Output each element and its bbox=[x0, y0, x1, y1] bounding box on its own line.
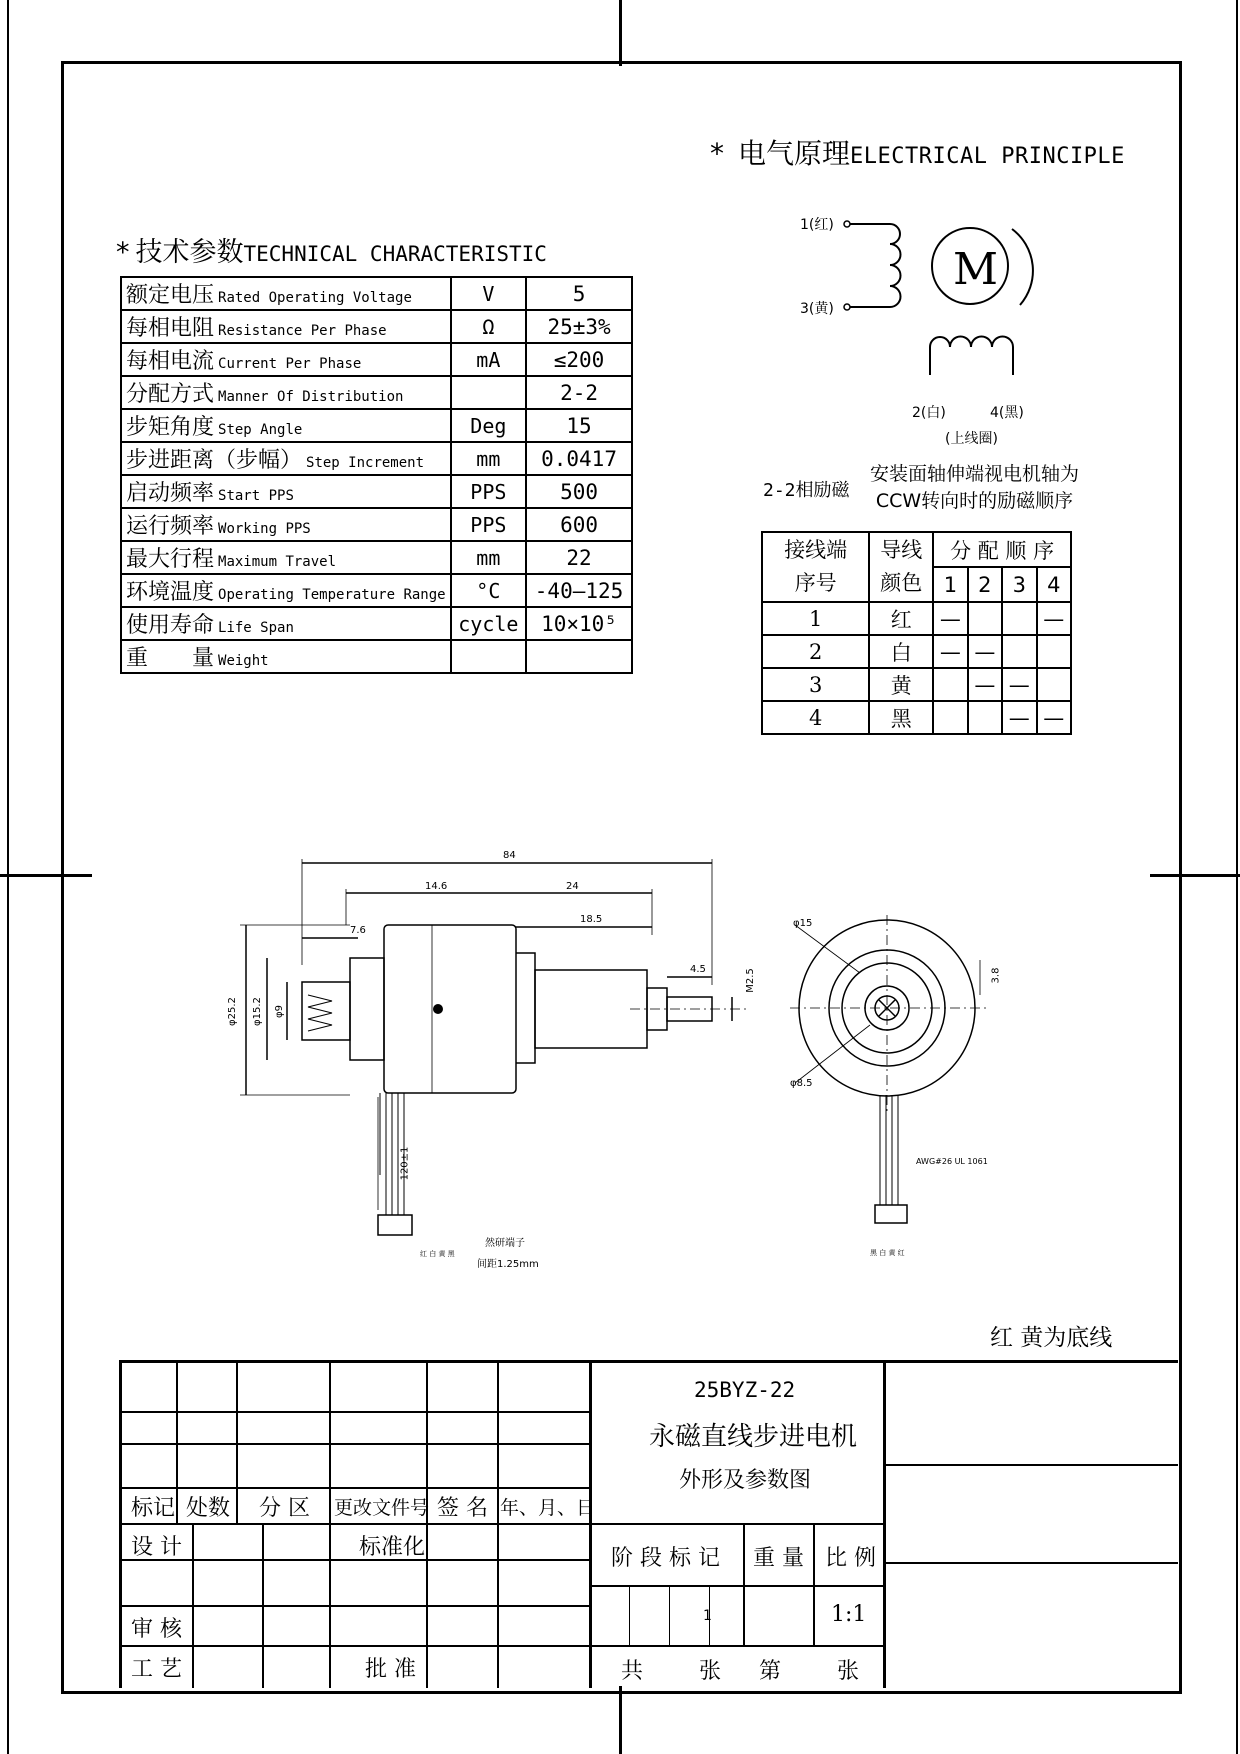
tb-sheets: 张 bbox=[699, 1659, 722, 1684]
spec-param-en: Working PPS bbox=[218, 521, 311, 537]
wire-2-label: 2(白) bbox=[912, 405, 946, 421]
front-connector bbox=[875, 1205, 907, 1223]
spec-unit: V bbox=[451, 277, 527, 310]
left-coil bbox=[850, 224, 901, 307]
spec-param-en: Current Per Phase bbox=[218, 356, 362, 372]
seq-no: 1 bbox=[762, 602, 869, 635]
spec-row bbox=[121, 640, 632, 673]
seq-mark: — bbox=[933, 635, 967, 668]
spec-value bbox=[526, 640, 632, 673]
tb-subtitle: 外形及参数图 bbox=[679, 1468, 812, 1493]
mount-note-line1: 安装面轴伸端视电机轴为 bbox=[870, 463, 1080, 485]
spec-row bbox=[121, 310, 632, 343]
dim-120: 120±1 bbox=[399, 1146, 411, 1181]
spec-row bbox=[121, 343, 632, 376]
tb-stage: 阶 段 标 记 bbox=[611, 1546, 720, 1571]
spec-param bbox=[121, 541, 451, 574]
spec-unit: °C bbox=[451, 574, 527, 607]
title-block bbox=[119, 1360, 1178, 1688]
tb-standard: 标准化 bbox=[359, 1535, 426, 1560]
seq-row bbox=[762, 635, 1071, 668]
spec-param-cn: 每相电流 bbox=[126, 349, 215, 374]
rear-housing bbox=[350, 958, 384, 1060]
spec-table bbox=[120, 276, 633, 674]
spec-param bbox=[121, 442, 451, 475]
spec-row bbox=[121, 442, 632, 475]
spec-param-en: Step Angle bbox=[218, 422, 303, 438]
seq-step: 3 bbox=[1002, 567, 1036, 602]
seq-color: 白 bbox=[869, 635, 933, 668]
seq-row bbox=[762, 602, 1071, 635]
motor-symbol: M bbox=[953, 244, 999, 295]
spec-value: 10×10⁵ bbox=[526, 607, 632, 640]
dim-18-5: 18.5 bbox=[580, 914, 603, 925]
spec-param-en: Operating Temperature Range bbox=[218, 587, 446, 603]
spec-param bbox=[121, 574, 451, 607]
spec-param-en: Resistance Per Phase bbox=[218, 323, 387, 339]
seq-row bbox=[762, 668, 1071, 701]
dim-4-5: 4.5 bbox=[690, 964, 706, 975]
spec-param bbox=[121, 343, 451, 376]
spec-row bbox=[121, 376, 632, 409]
spec-param-cn: 环境温度 bbox=[126, 580, 215, 605]
seq-no: 2 bbox=[762, 635, 869, 668]
spec-param bbox=[121, 607, 451, 640]
motor-body bbox=[384, 925, 516, 1093]
spec-unit: mm bbox=[451, 442, 527, 475]
tb-approve: 批 准 bbox=[365, 1657, 416, 1682]
spec-row bbox=[121, 409, 632, 442]
seq-color: 红 bbox=[869, 602, 933, 635]
spec-value: 25±3% bbox=[526, 310, 632, 343]
spec-row bbox=[121, 607, 632, 640]
seq-mark: — bbox=[968, 668, 1002, 701]
terminal-label: 然研端子 bbox=[485, 1238, 525, 1249]
dim-phi9: φ9 bbox=[273, 1005, 285, 1018]
bottom-note: 红 黄为底线 bbox=[990, 1325, 1113, 1351]
seq-mark bbox=[1002, 635, 1036, 668]
dim-m2-5: M2.5 bbox=[744, 968, 756, 993]
wire-colors-left: 红 白 黄 黑 bbox=[420, 1250, 455, 1258]
spec-param-en: Rated Operating Voltage bbox=[218, 290, 412, 306]
spec-unit: mm bbox=[451, 541, 527, 574]
spec-unit: mA bbox=[451, 343, 527, 376]
spec-value: 0.0417 bbox=[526, 442, 632, 475]
spec-param-cn: 重 量 bbox=[126, 646, 215, 671]
electrical-title-cn: 电气原理 bbox=[738, 137, 851, 170]
seq-mark bbox=[1037, 635, 1072, 668]
seq-step: 2 bbox=[968, 567, 1002, 602]
outer-left-border bbox=[7, 0, 9, 1754]
seq-mark bbox=[933, 701, 967, 734]
seq-mark: — bbox=[933, 602, 967, 635]
spec-param-en: Weight bbox=[218, 653, 269, 669]
spec-unit bbox=[451, 640, 527, 673]
tb-model: 25BYZ-22 bbox=[694, 1378, 796, 1402]
technical-title: * 技术参数TECHNICAL CHARACTERISTIC bbox=[116, 237, 547, 268]
dim-14-6: 14.6 bbox=[425, 881, 448, 892]
tb-sheet: 张 bbox=[837, 1659, 860, 1684]
seq-mark bbox=[968, 602, 1002, 635]
wire-colors-right: 黑 白 黄 红 bbox=[870, 1249, 905, 1257]
front-lead-wires bbox=[880, 1095, 898, 1205]
seq-mark bbox=[933, 668, 967, 701]
tb-scale-val: 1:1 bbox=[831, 1602, 867, 1627]
spec-param-cn: 最大行程 bbox=[126, 547, 215, 572]
spec-value: 15 bbox=[526, 409, 632, 442]
wire-1-label: 1(红) bbox=[800, 217, 834, 233]
spec-unit: cycle bbox=[451, 607, 527, 640]
rotation-arc bbox=[1012, 229, 1033, 305]
spec-param bbox=[121, 277, 451, 310]
side-view-drawing bbox=[210, 845, 770, 1285]
spec-row bbox=[121, 508, 632, 541]
spec-param bbox=[121, 475, 451, 508]
spec-param-cn: 分配方式 bbox=[126, 382, 215, 407]
dim-phi25-2: φ25.2 bbox=[226, 997, 238, 1026]
front-flange bbox=[516, 953, 535, 1063]
wire-3-label: 3(黄) bbox=[800, 301, 834, 317]
outer-right-border bbox=[1236, 0, 1238, 1754]
seq-row bbox=[762, 701, 1071, 734]
seq-mark bbox=[1037, 668, 1072, 701]
dim-24: 24 bbox=[566, 881, 579, 892]
tb-total: 共 bbox=[621, 1659, 644, 1684]
spec-param-en: Manner Of Distribution bbox=[218, 389, 404, 405]
upper-coil bbox=[930, 337, 1013, 376]
spec-param bbox=[121, 409, 451, 442]
wire-4-label: 4(黑) bbox=[990, 405, 1024, 421]
seq-mark bbox=[968, 701, 1002, 734]
seq-mark: — bbox=[1002, 668, 1036, 701]
spec-param-en: Maximum Travel bbox=[218, 554, 337, 570]
seq-step: 4 bbox=[1037, 567, 1072, 602]
mount-note-line2: CCW转向时的励磁顺序 bbox=[875, 490, 1074, 512]
seq-no: 4 bbox=[762, 701, 869, 734]
spec-value: 2-2 bbox=[526, 376, 632, 409]
tb-page-no: 第 bbox=[759, 1659, 782, 1684]
spec-unit: Deg bbox=[451, 409, 527, 442]
dim-7-6: 7.6 bbox=[350, 925, 366, 936]
dim-phi15-2: φ15.2 bbox=[251, 997, 263, 1026]
seq-color: 黑 bbox=[869, 701, 933, 734]
seq-header-wire: 导线 bbox=[880, 538, 923, 562]
seq-header-wire-2: 颜色 bbox=[880, 571, 923, 595]
spring bbox=[308, 995, 332, 1031]
seq-mark: — bbox=[1037, 701, 1072, 734]
dim-phi8-5: φ8.5 bbox=[790, 1078, 813, 1089]
tb-doc: 更改文件号 bbox=[334, 1497, 430, 1519]
seq-header-terminal-2: 序号 bbox=[794, 571, 837, 595]
tb-count: 处数 bbox=[186, 1496, 231, 1521]
spec-row bbox=[121, 574, 632, 607]
tb-zone: 分 区 bbox=[259, 1496, 310, 1521]
spec-row bbox=[121, 541, 632, 574]
spec-param bbox=[121, 640, 451, 673]
spec-value: 5 bbox=[526, 277, 632, 310]
electrical-schematic bbox=[780, 195, 1100, 465]
sequence-table bbox=[761, 531, 1072, 735]
tb-mark: 标记 bbox=[131, 1496, 176, 1521]
spec-param-cn: 使用寿命 bbox=[126, 613, 215, 638]
spec-unit bbox=[451, 376, 527, 409]
terminal-1-dot bbox=[844, 221, 850, 227]
tb-review: 审 核 bbox=[131, 1617, 182, 1642]
seq-mark bbox=[1002, 602, 1036, 635]
spec-param-cn: 步矩角度 bbox=[126, 415, 215, 440]
technical-title-en: TECHNICAL CHARACTERISTIC bbox=[243, 242, 547, 266]
top-center-mark bbox=[619, 0, 622, 66]
spec-value: 500 bbox=[526, 475, 632, 508]
spec-value: 600 bbox=[526, 508, 632, 541]
tb-process: 工 艺 bbox=[131, 1657, 182, 1682]
electrical-title: * 电气原理ELECTRICAL PRINCIPLE bbox=[710, 137, 1125, 170]
spec-param-cn: 步进距离（步幅） bbox=[126, 448, 303, 473]
front-view-drawing bbox=[780, 915, 1020, 1255]
seq-mark: — bbox=[1037, 602, 1072, 635]
seq-color: 黄 bbox=[869, 668, 933, 701]
spec-param-cn: 每相电阻 bbox=[126, 316, 215, 341]
awg-label: AWG#26 UL 1061 bbox=[916, 1157, 988, 1166]
spec-value: 22 bbox=[526, 541, 632, 574]
terminal-3-dot bbox=[844, 304, 850, 310]
tb-weight: 重 量 bbox=[753, 1546, 804, 1571]
excitation-label: 2-2相励磁 bbox=[763, 480, 850, 501]
shaft-center bbox=[433, 1004, 443, 1014]
seq-header-order: 分 配 顺 序 bbox=[933, 532, 1071, 567]
spec-value: ≤200 bbox=[526, 343, 632, 376]
tb-stage-val: 1 bbox=[703, 1608, 712, 1624]
electrical-title-en: ELECTRICAL PRINCIPLE bbox=[850, 144, 1125, 169]
spec-unit: PPS bbox=[451, 508, 527, 541]
spec-row bbox=[121, 475, 632, 508]
seq-no: 3 bbox=[762, 668, 869, 701]
tb-sign: 签 名 bbox=[437, 1496, 488, 1521]
spec-param-en: Life Span bbox=[218, 620, 294, 636]
seq-step: 1 bbox=[933, 567, 967, 602]
spec-param-en: Start PPS bbox=[218, 488, 294, 504]
spec-row bbox=[121, 277, 632, 310]
seq-mark: — bbox=[1002, 701, 1036, 734]
dim-phi15: φ15 bbox=[793, 918, 813, 929]
spec-unit: Ω bbox=[451, 310, 527, 343]
spec-param bbox=[121, 376, 451, 409]
dim-84: 84 bbox=[503, 850, 516, 861]
upper-coil-label: (上线圈) bbox=[945, 431, 998, 447]
connector bbox=[378, 1215, 412, 1235]
seq-header-terminal: 接线端 bbox=[784, 538, 848, 562]
spec-param-cn: 启动频率 bbox=[126, 481, 215, 506]
pitch-label: 间距1.25mm bbox=[477, 1259, 539, 1270]
spec-value: -40—125 bbox=[526, 574, 632, 607]
bottom-center-mark bbox=[619, 1686, 622, 1754]
spec-param-en: Step Increment bbox=[306, 455, 425, 471]
technical-title-cn: 技术参数 bbox=[135, 237, 244, 268]
tb-scale: 比 例 bbox=[825, 1546, 876, 1571]
mount-note bbox=[870, 461, 1079, 515]
dim-3-8: 3.8 bbox=[990, 967, 1002, 984]
spec-param bbox=[121, 310, 451, 343]
tb-name: 永磁直线步进电机 bbox=[649, 1422, 858, 1452]
spec-unit: PPS bbox=[451, 475, 527, 508]
tb-date: 年、月、日 bbox=[500, 1497, 596, 1519]
spec-param-cn: 运行频率 bbox=[126, 514, 215, 539]
seq-mark: — bbox=[968, 635, 1002, 668]
tb-design: 设 计 bbox=[131, 1535, 182, 1560]
spec-param bbox=[121, 508, 451, 541]
spec-param-cn: 额定电压 bbox=[126, 283, 215, 308]
